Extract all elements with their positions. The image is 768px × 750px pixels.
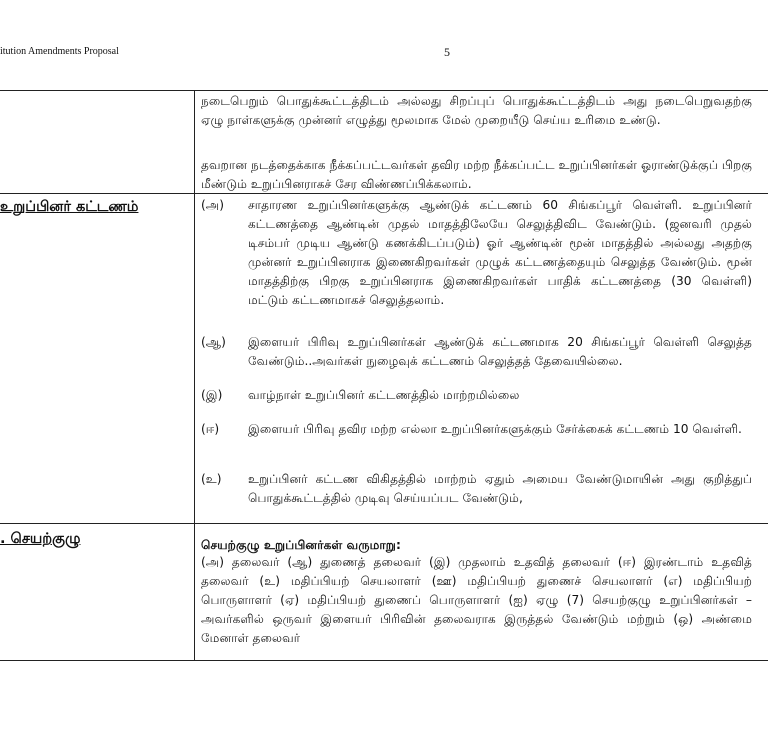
membership-fee-heading: உறுப்பினர் கட்டணம் xyxy=(0,199,139,215)
fee-item-text: உறுப்பினர் கட்டண விகிதத்தில் மாற்றம் ஏதும் அமைய வேண்டுமாயின் அது குறித்துப் பொதுக்கூட்டத்தில் முடிவு செய்யப்பட வேண்டும், xyxy=(248,472,752,505)
fee-item-i xyxy=(201,386,752,405)
appeal-rights-paragraph: நடைபெறும் பொதுக்கூட்டத்திடம் அல்லது சிறப்புப் பொதுக்கூட்டத்திடம் அது நடைபெறுவதற்கு ஏழு நாள்களுக்கு முன்னர் எழுத்து மூலமாக மேல் முறையீடு செய்ய உரிமை உண்டு. xyxy=(201,94,752,127)
running-header-title: itution Amendments Proposal xyxy=(0,46,119,57)
fee-item-marker: (ஈ) xyxy=(201,422,220,436)
page-number: 5 xyxy=(444,45,450,59)
fee-item-text: வாழ்நாள் உறுப்பினர் கட்டணத்தில் மாற்றமில்லை xyxy=(248,388,520,402)
fee-item-aa xyxy=(201,333,752,371)
fee-item-ii xyxy=(201,420,752,439)
readmission-paragraph: தவறான நடத்தைக்காக நீக்கப்பட்டவர்கள் தவிர மற்ற நீக்கப்பட்ட உறுப்பினர்கள் ஓராண்டுக்குப் பிறகு மீண்டும் உறுப்பினராகச் சேர விண்ணப்பிக்கலாம். xyxy=(201,158,752,191)
fee-item-text: இளையர் பிரிவு தவிர மற்ற எல்லா உறுப்பினர்களுக்கும் சேர்க்கைக் கட்டணம் 10 வெள்ளி. xyxy=(248,422,742,436)
table-top-border xyxy=(0,90,768,91)
fee-item-u xyxy=(201,470,752,508)
committee-subheading: செயற்குழு உறுப்பினர்கள் வருமாறு: xyxy=(201,538,401,552)
fee-item-a xyxy=(201,196,752,310)
fee-item-marker: (அ) xyxy=(201,198,225,212)
fee-item-text: சாதாரண உறுப்பினர்களுக்கு ஆண்டுக் கட்டணம் 60 சிங்கப்பூர் வெள்ளி. உறுப்பினர் கட்டணத்தை ஆண்டின் முதல் மாதத்திலேயே செலுத்திவிட வேண்டும். (ஜனவரி முதல் டிசம்பர் முடிய ஆண்டு கணக்கிடப்படும்) ஓர் ஆண்டின் மூன் மாதத்தில் அல்லது அதற்கு முன்னர் உறுப்பினராக இணைகிறவர்கள் முழுக் கட்டணத்தையும் செலுத்த வேண்டும். மூன் மாதத்திற்கு பிறகு உறுப்பினராக இணைகிறவர்கள் பாதிக் கட்டணத்தை (30 வெள்ளி) மட்டும் கட்டணமாகச் செலுத்தலாம். xyxy=(248,198,752,307)
fee-item-marker: (உ) xyxy=(201,472,222,486)
fee-item-text: இளையர் பிரிவு உறுப்பினர்கள் ஆண்டுக் கட்டணமாக 20 சிங்கப்பூர் வெள்ளி செலுத்த வேண்டும்..அவர்கள் நுழைவுக் கட்டணம் செலுத்தத் தேவையில்லை. xyxy=(248,335,752,368)
table-bottom-border xyxy=(0,660,768,661)
table-row-divider-2 xyxy=(0,523,768,524)
committee-members-paragraph: (அ) தலைவர் (ஆ) துணைத் தலைவர் (இ) முதலாம் உதவித் தலைவர் (ஈ) இரண்டாம் உதவித் தலைவர் (உ) மதிப்பியற் செயலாளர் (ஊ) மதிப்பியற் துணைச் செயலாளர் (எ) மதிப்பியற் பொருளாளர் (ஏ) மதிப்பியற் துணைப் பொருளாளர் (ஐ) ஏழு (7) செயற்குழு உறுப்பினர்கள் – அவர்களில் ஒருவர் இளையர் பிரிவின் தலைவராக இருத்தல் வேண்டும் மற்றும் (ஒ) அண்மை மேனாள் தலைவர் xyxy=(201,555,752,645)
table-column-divider xyxy=(194,90,195,660)
fee-item-marker: (ஆ) xyxy=(201,335,226,349)
fee-item-marker: (இ) xyxy=(201,388,223,402)
executive-committee-heading: . செயற்குழு xyxy=(0,531,81,547)
